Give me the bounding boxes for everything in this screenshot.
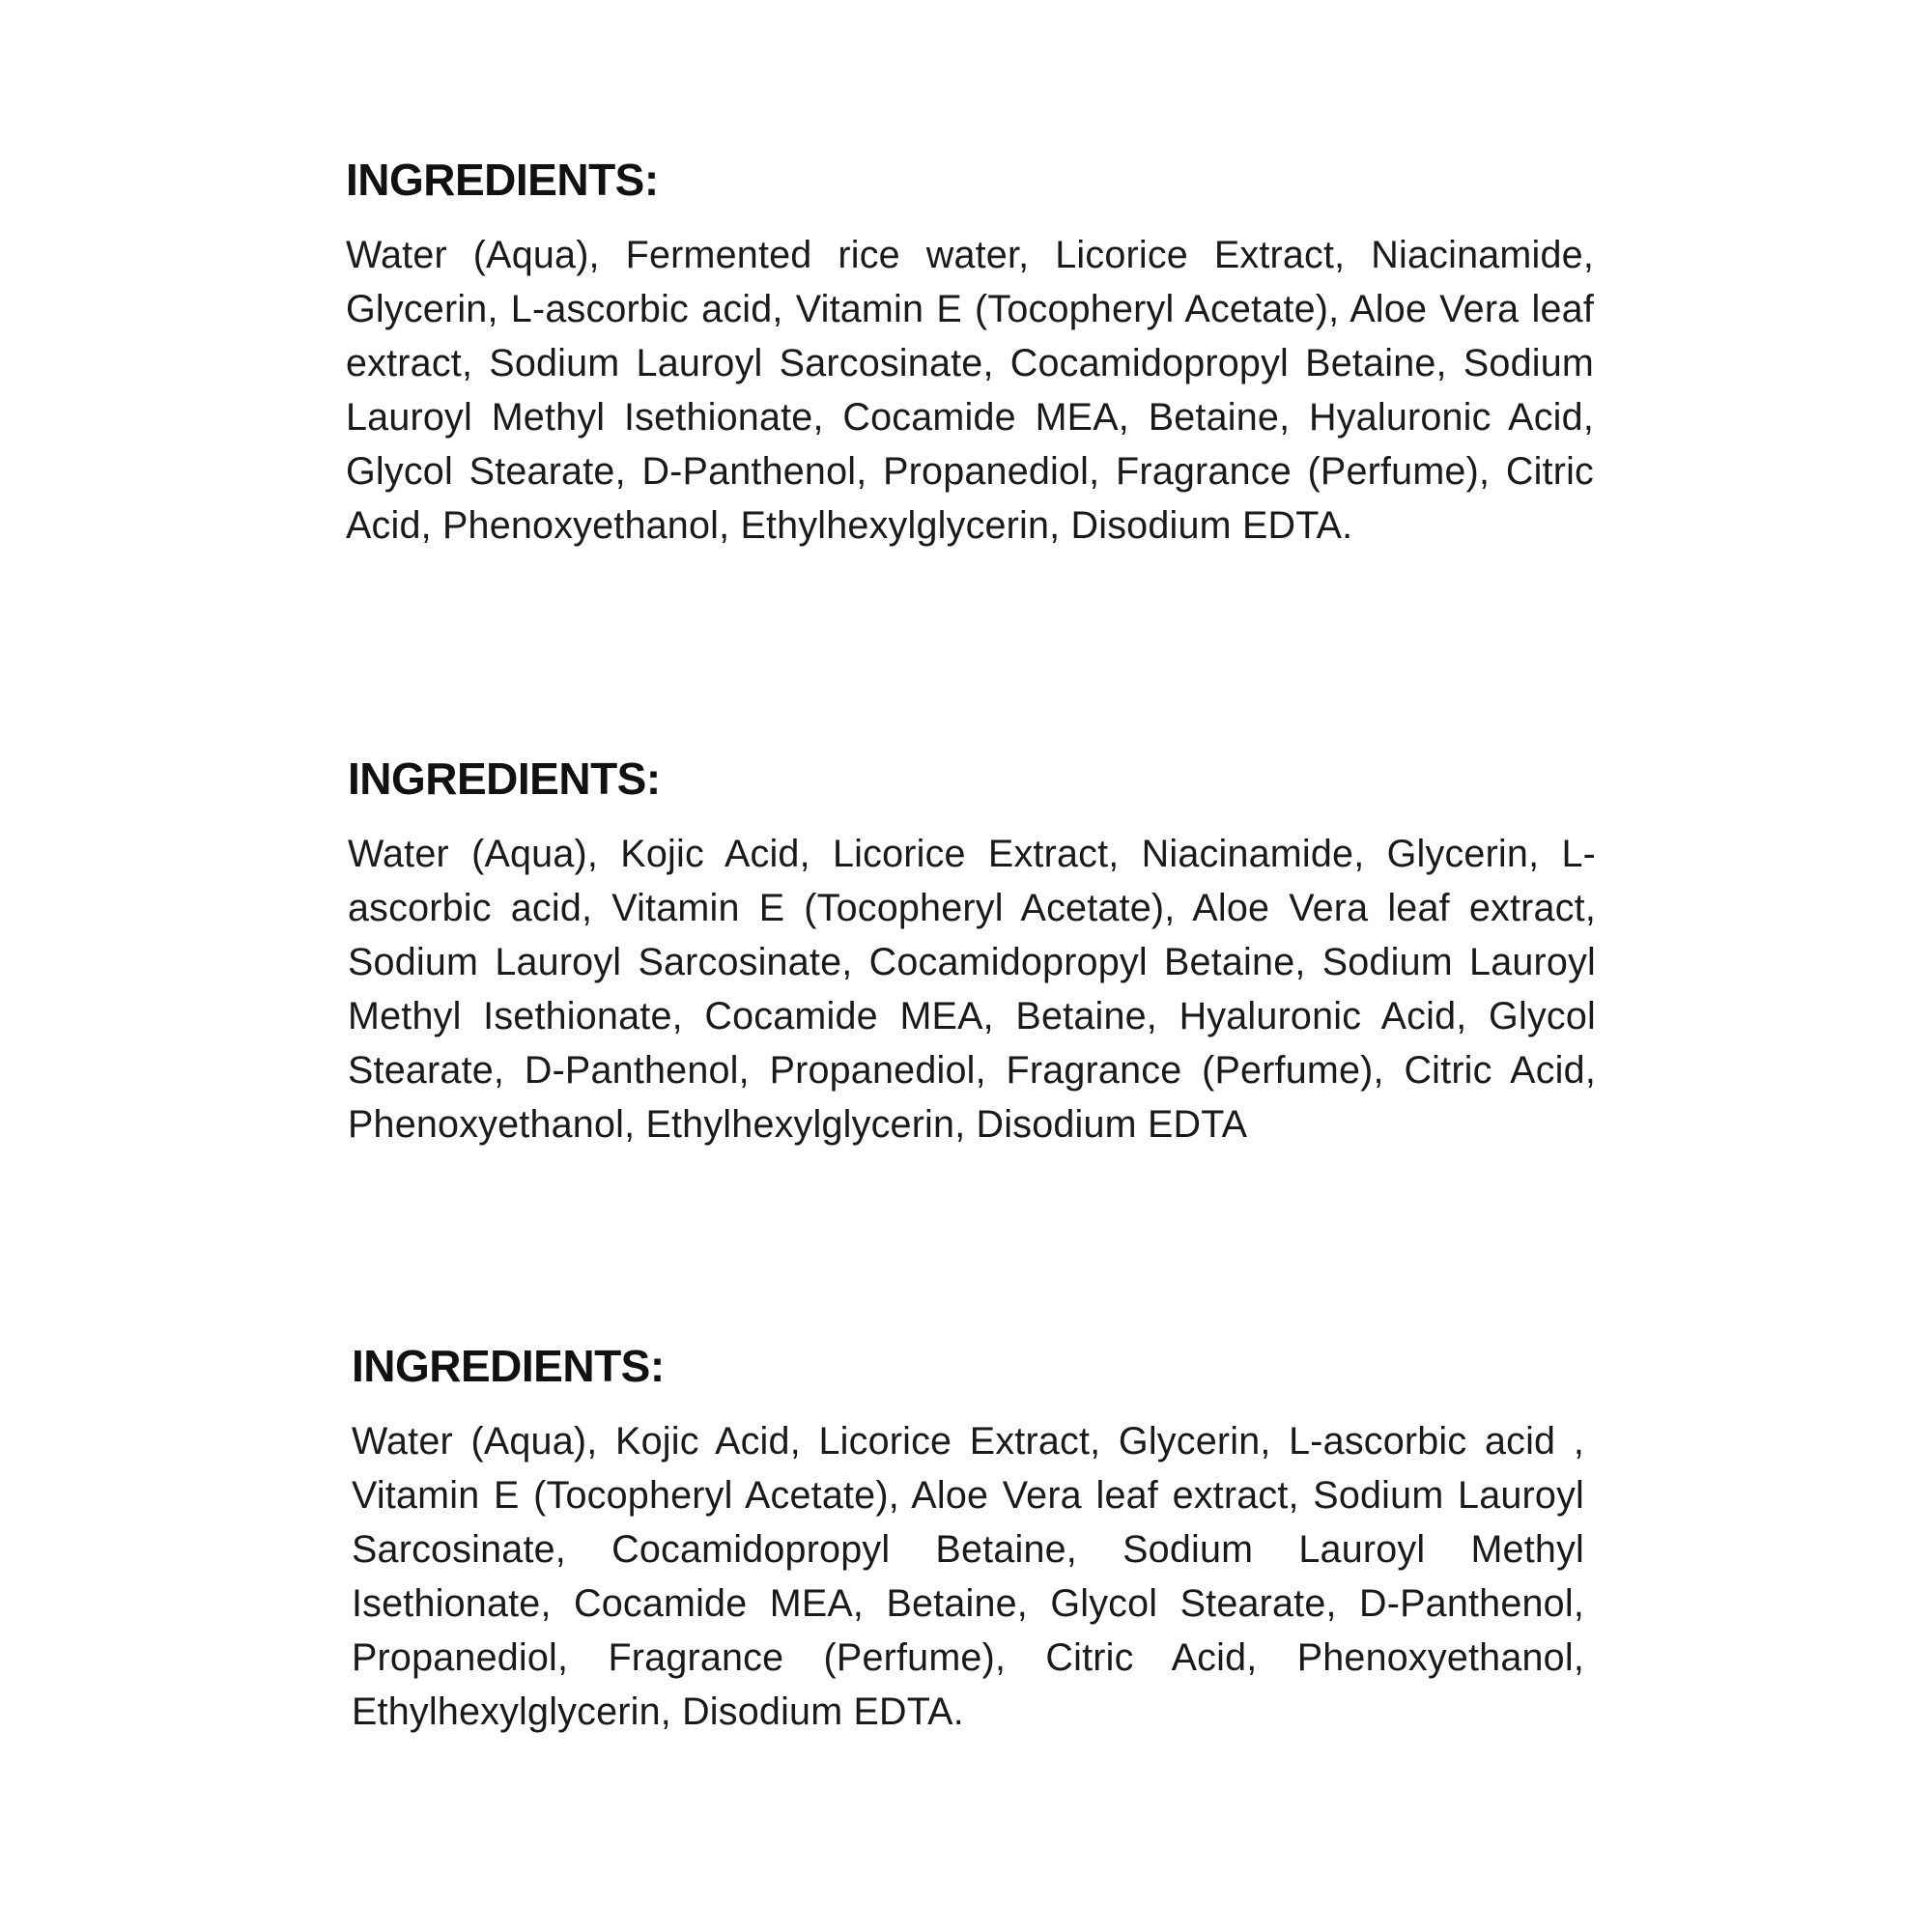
ingredients-list-text: Water (Aqua), Kojic Acid, Licorice Extract, Glycerin, L-ascorbic acid , Vitamin E (Tocopheryl Acetate), Aloe Vera leaf extract, Sodium Lauroyl Sarcosinate, Cocamidopropyl Betaine, Sodium Lauroyl Methyl Isethionate, Cocamide MEA, Betaine, Glycol Stearate, D-Panthenol, Propanediol, Fragrance (Perfume), Citric Acid, Phenoxyethanol, Ethylhexylglycerin, Disodium EDTA. bbox=[352, 1420, 1584, 1733]
ingredients-block-2 bbox=[348, 752, 1596, 1151]
ingredients-heading: INGREDIENTS: bbox=[348, 753, 661, 804]
ingredients-list-text: Water (Aqua), Kojic Acid, Licorice Extract, Niacinamide, Glycerin, L-ascorbic acid, Vitamin E (Tocopheryl Acetate), Aloe Vera leaf extract, Sodium Lauroyl Sarcosinate, Cocamidopropyl Betaine, Sodium Lauroyl Methyl Isethionate, Cocamide MEA, Betaine, Hyaluronic Acid, Glycol Stearate, D-Panthenol, Propanediol, Fragrance (Perfume), Citric Acid, Phenoxyethanol, Ethylhexylglycerin, Disodium EDTA bbox=[348, 833, 1596, 1146]
ingredients-heading: INGREDIENTS: bbox=[352, 1341, 665, 1391]
ingredients-block-1 bbox=[346, 153, 1594, 553]
ingredients-heading: INGREDIENTS: bbox=[346, 155, 659, 205]
ingredients-list-text: Water (Aqua), Fermented rice water, Licorice Extract, Niacinamide, Glycerin, L-ascorbic acid, Vitamin E (Tocopheryl Acetate), Aloe Vera leaf extract, Sodium Lauroyl Sarcosinate, Cocamidopropyl Betaine, Sodium Lauroyl Methyl Isethionate, Cocamide MEA, Betaine, Hyaluronic Acid, Glycol Stearate, D-Panthenol, Propanediol, Fragrance (Perfume), Citric Acid, Phenoxyethanol, Ethylhexylglycerin, Disodium EDTA. bbox=[346, 234, 1594, 547]
ingredients-block-3 bbox=[352, 1339, 1584, 1739]
